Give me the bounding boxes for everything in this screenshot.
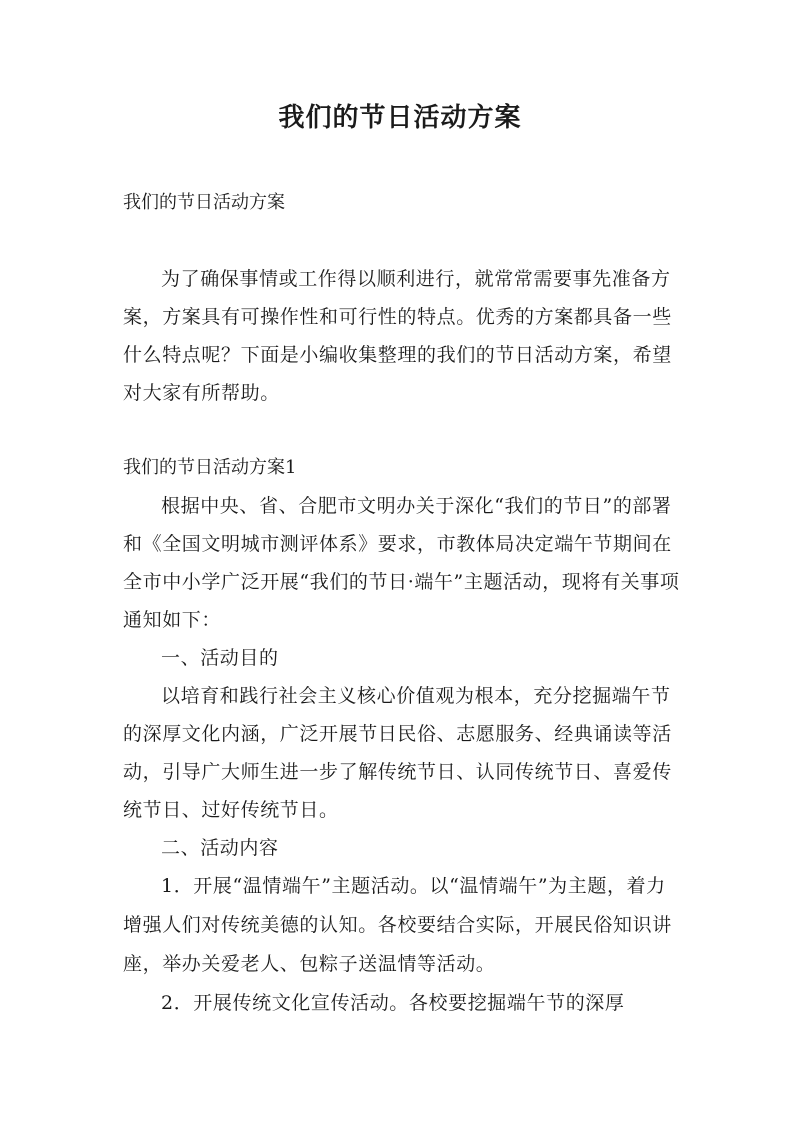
heading-activity-content: 二、活动内容 (161, 837, 279, 859)
intro-paragraph: 为了确保事情或工作得以顺利进行，就常常需要事先准备方案，方案具有可操作性和可行性的特点。优秀的方案都具备一些什么特点呢？下面是小编收集整理的我们的节日活动方案，希望对大家有所帮助。 (123, 268, 672, 404)
paragraph-notice: 根据中央、省、合肥市文明办关于深化“我们的节日”的部署和《全国文明城市测评体系》要求，市教体局决定端午节期间在全市中小学广泛开展“我们的节日·端午”主题活动，现将有关事项通知如下： (123, 495, 680, 631)
list-item-warm-duanwu: 1．开展“温情端午”主题活动。以“温情端午”为主题，着力增强人们对传统美德的认知。各校要结合实际，开展民俗知识讲座，举办关爱老人、包粽子送温情等活动。 (123, 875, 672, 975)
document-title: 我们的节日活动方案 (278, 103, 522, 133)
section-body (123, 449, 683, 1023)
document-subtitle: 我们的节日活动方案 (123, 192, 285, 213)
heading-activity-purpose: 一、活动目的 (161, 647, 279, 669)
paragraph-activity-purpose: 以培育和践行社会主义核心价值观为根本，充分挖掘端午节的深厚文化内涵，广泛开展节日民俗、志愿服务、经典诵读等活动，引导广大师生进一步了解传统节日、认同传统节日、喜爱传统节日、过好传统节日。 (123, 685, 672, 821)
section-title: 我们的节日活动方案1 (123, 457, 297, 478)
list-item-culture-promotion: 2．开展传统文化宣传活动。各校要挖掘端午节的深厚 (161, 992, 625, 1014)
